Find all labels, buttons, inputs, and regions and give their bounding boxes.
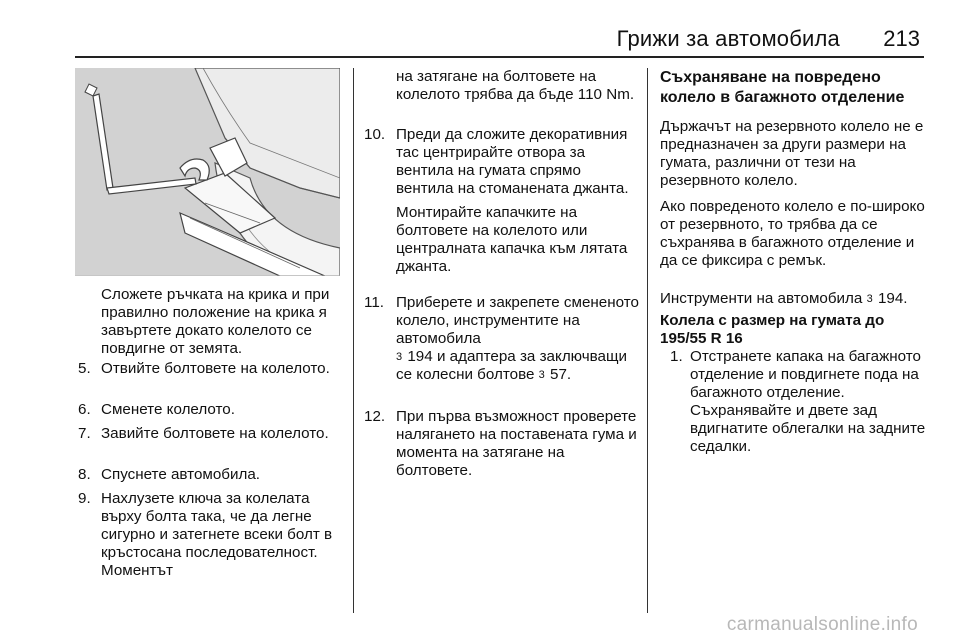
step-number: 6. [78,401,91,418]
step-number: 12. [364,408,386,425]
step-number: 11. [364,294,384,311]
step-text-part: и адаптера за заключващи се колесни болтове [396,348,627,383]
step-text: При първа възможност проверете налягането на поставената гума и момента на затягане на болтовете. [396,408,637,479]
list-item [78,401,346,419]
continued-text: на затягане на болтовете на колелото трябва да бъде 110 Nm. [396,68,635,103]
list-item [78,360,346,378]
page-reference-link[interactable]: 57. [550,366,572,383]
column-divider-2 [647,68,648,613]
step-number: 10. [364,126,386,143]
step-text-2: Монтирайте капачките на болтовете на колелото или централната капачка към лятата джанта. [396,204,628,275]
step-text: Нахлузете ключа за колелата върху болта така, че да легне сигурно и затегнете всеки болт в кръстосана последователност. Моментът [101,490,333,579]
page-reference-link[interactable]: 194 [407,348,433,365]
list-item [78,490,346,580]
reference-arrow-icon: 3 [866,293,873,305]
step-text: Отстранете капака на багажното отделение и повдигнете пода на багажното отделение. Съхранявайте и двете зад вдигнатите облегалки на задните седалки. [690,348,926,455]
reference-arrow-icon: 3 [396,351,403,363]
step-number: 9. [78,490,91,507]
step-number: 1. [670,348,683,365]
step-text: Спуснете автомобила. [101,466,261,483]
step-text: Отвийте болтовете на колелото. [101,360,330,377]
list-item [78,466,346,484]
step-text: Завийте болтовете на колелото. [101,425,329,442]
page-number: 213 [883,26,920,51]
paragraph-text: Инструменти на автомобила [660,290,863,307]
list-item [670,348,932,456]
car-jack-illustration [75,68,340,276]
list-item [78,425,346,443]
step-continued [78,286,346,358]
page-title: Грижи за автомобила [616,26,840,51]
step-text-part: Приберете и закрепете смененото колело, инструментите на автомобила [396,294,639,347]
paragraph [660,290,932,308]
sub-heading: Колела с размер на гумата до 195/55 R 16 [660,312,885,347]
step-number: 5. [78,360,91,377]
step-continued [364,68,640,104]
intro-continued-text: Сложете ръчката на крика и при правилно положение на крика я завъртете докато колелото се повдигне от земята. [101,286,330,357]
list-item [364,294,640,384]
step-text: Сменете колелото. [101,401,235,418]
paragraph: Държачът на резервното колело не е предназначен за други размери на гумата, различни от тези на резервното колело. [660,118,924,189]
page-reference-link[interactable]: 194. [877,290,908,307]
step-text [364,294,640,384]
section-heading-text: Съхраняване на повредено колело в багажното отделение [660,69,905,106]
watermark: carmanualsonline.info [726,614,918,635]
reference-arrow-icon: 3 [538,369,545,381]
list-item [364,126,640,276]
car-jack-illustration-icon [75,68,340,276]
column-divider-1 [353,68,354,613]
list-item [364,408,640,480]
header-rule [75,56,924,58]
step-number: 8. [78,466,91,483]
section-heading [660,68,932,108]
step-text: Преди да сложите декоративния тас центрирайте отвора за вентила на гумата спрямо вентила на стоманената джанта. [396,126,629,197]
step-number: 7. [78,425,91,442]
paragraph: Ако повреденото колело е по-широко от резервното, то трябва да се съхранява в багажното отделение и да се фиксира с ремък. [660,198,925,269]
